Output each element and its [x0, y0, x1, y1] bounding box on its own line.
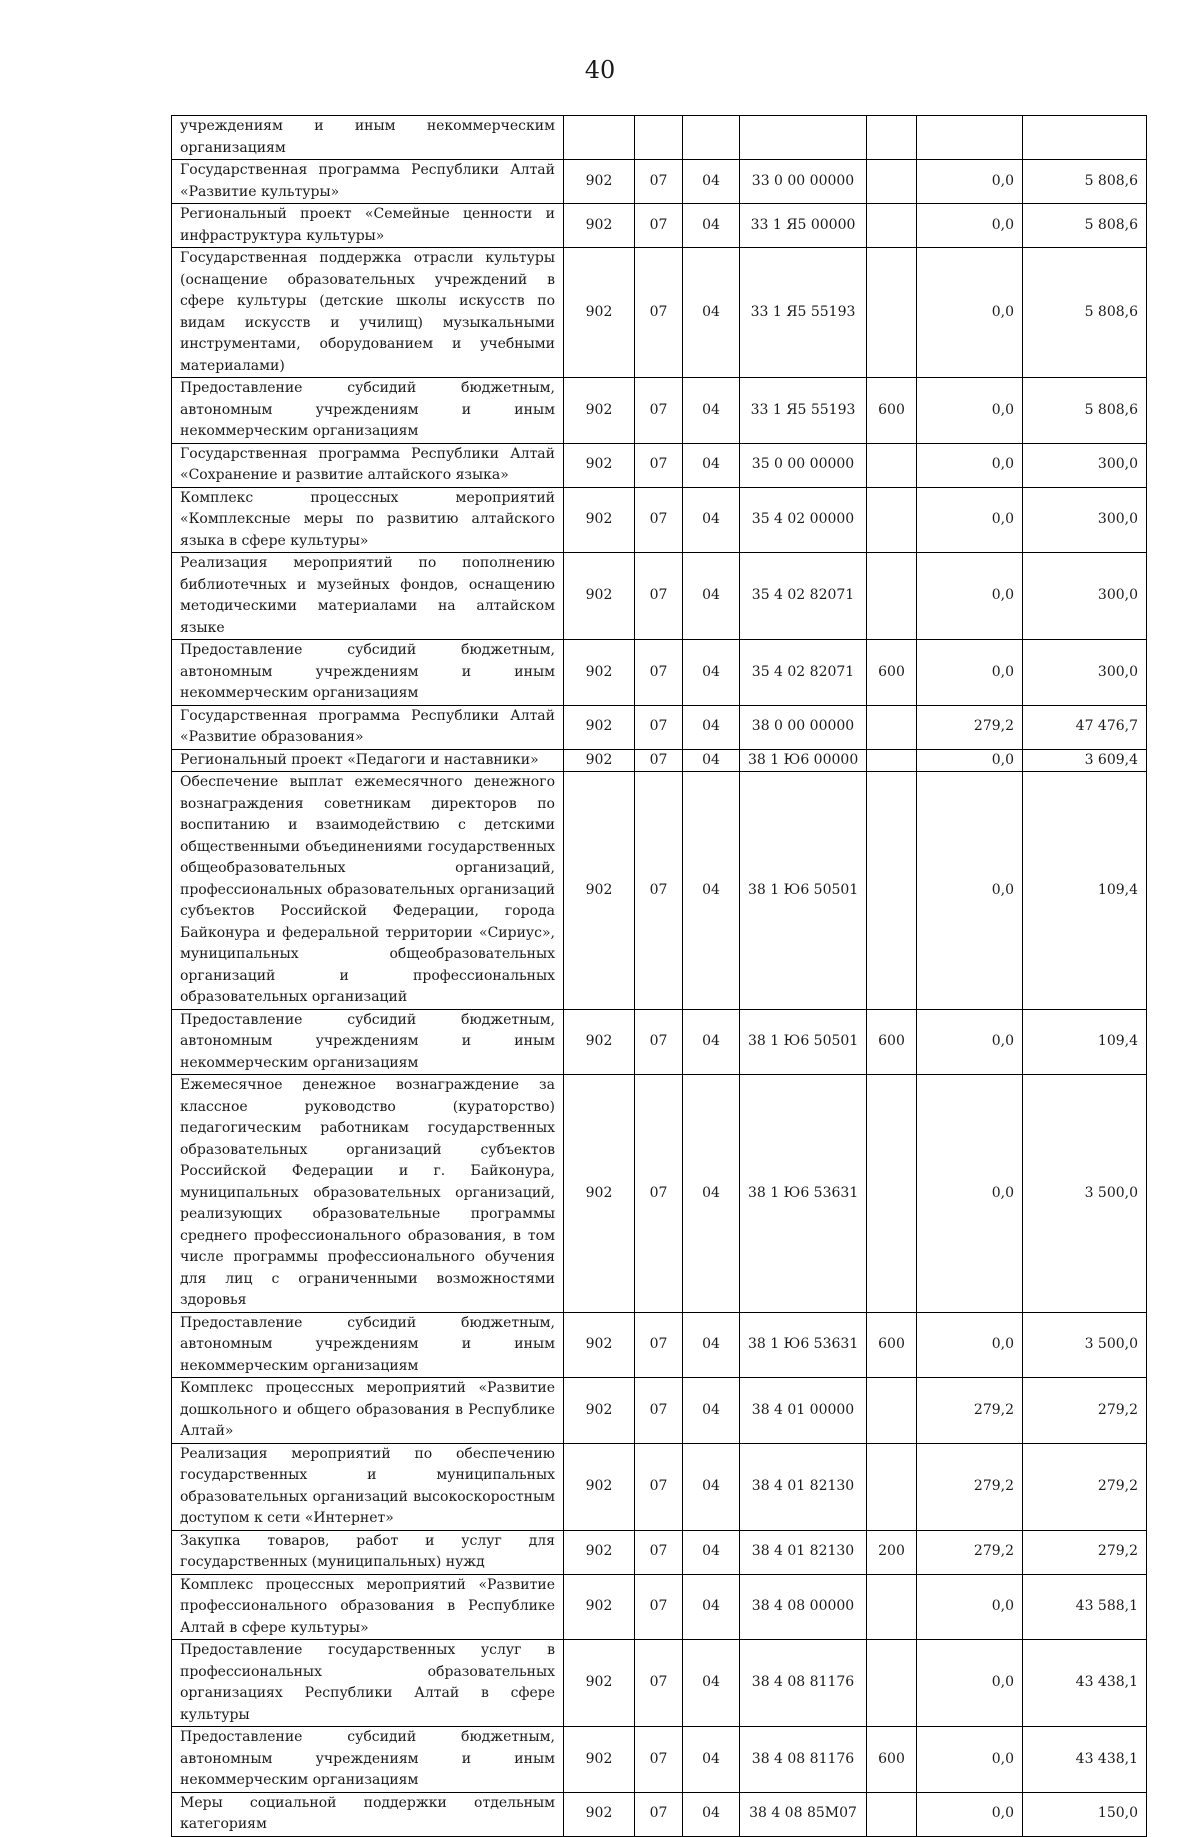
- subsection-code-cell: 04: [683, 248, 740, 378]
- table-row: [172, 1574, 1147, 1640]
- ved-code-cell: 902: [564, 378, 635, 444]
- expense-type-cell: [867, 749, 917, 772]
- expense-type-cell: [867, 553, 917, 640]
- ved-code-cell: 902: [564, 705, 635, 749]
- row-name-cell: Предоставление субсидий бюджетным, автономным учреждениям и иным некоммерческим организациям: [172, 1312, 564, 1378]
- row-name-cell: Обеспечение выплат ежемесячного денежного вознаграждения советникам директоров по воспитанию и взаимодействию с детскими общественными объединениями государственных общеобразовательных организаций, профессиональных образовательных организаций субъектов Российской Федерации, города Байконура и федеральной территории «Сириус», муниципальных общеобразовательных организаций и профессиональных образовательных организаций: [172, 772, 564, 1010]
- target-article-cell: 38 4 01 82130: [740, 1530, 867, 1574]
- ved-code-cell: 902: [564, 487, 635, 553]
- ved-code-cell: 902: [564, 1378, 635, 1444]
- table-body: [172, 116, 1147, 1837]
- amount-1-cell: 0,0: [917, 248, 1023, 378]
- section-code-cell: 07: [635, 1443, 683, 1530]
- expense-type-cell: [867, 705, 917, 749]
- table-row: [172, 1009, 1147, 1075]
- subsection-code-cell: 04: [683, 1792, 740, 1836]
- row-name-cell: Региональный проект «Педагоги и наставники»: [172, 749, 564, 772]
- amount-2-cell: [1023, 116, 1147, 160]
- expense-type-cell: [867, 116, 917, 160]
- expense-type-cell: 600: [867, 1312, 917, 1378]
- expense-type-cell: [867, 248, 917, 378]
- ved-code-cell: 902: [564, 1792, 635, 1836]
- expense-type-cell: [867, 772, 917, 1010]
- ved-code-cell: 902: [564, 1530, 635, 1574]
- section-code-cell: 07: [635, 640, 683, 706]
- amount-2-cell: 5 808,6: [1023, 204, 1147, 248]
- table-row: [172, 553, 1147, 640]
- amount-2-cell: 109,4: [1023, 772, 1147, 1010]
- section-code-cell: 07: [635, 1075, 683, 1313]
- expense-type-cell: [867, 1574, 917, 1640]
- target-article-cell: 35 4 02 00000: [740, 487, 867, 553]
- amount-2-cell: 279,2: [1023, 1530, 1147, 1574]
- target-article-cell: 38 4 08 81176: [740, 1727, 867, 1793]
- expense-type-cell: [867, 443, 917, 487]
- amount-2-cell: 109,4: [1023, 1009, 1147, 1075]
- table-row: [172, 1727, 1147, 1793]
- table-row: [172, 705, 1147, 749]
- target-article-cell: 33 0 00 00000: [740, 160, 867, 204]
- subsection-code-cell: 04: [683, 1009, 740, 1075]
- target-article-cell: 38 4 01 00000: [740, 1378, 867, 1444]
- amount-2-cell: 43 438,1: [1023, 1640, 1147, 1727]
- amount-1-cell: 0,0: [917, 443, 1023, 487]
- amount-2-cell: 5 808,6: [1023, 248, 1147, 378]
- expense-type-cell: [867, 1075, 917, 1313]
- expense-type-cell: [867, 204, 917, 248]
- row-name-cell: Государственная программа Республики Алтай «Развитие культуры»: [172, 160, 564, 204]
- expense-type-cell: 600: [867, 1009, 917, 1075]
- subsection-code-cell: 04: [683, 443, 740, 487]
- amount-2-cell: 43 438,1: [1023, 1727, 1147, 1793]
- target-article-cell: 38 1 Ю6 53631: [740, 1075, 867, 1313]
- expense-type-cell: [867, 1443, 917, 1530]
- ved-code-cell: 902: [564, 1443, 635, 1530]
- ved-code-cell: [564, 116, 635, 160]
- table-row: [172, 1443, 1147, 1530]
- ved-code-cell: 902: [564, 1075, 635, 1313]
- page-number: 40: [584, 56, 616, 84]
- amount-1-cell: 0,0: [917, 1640, 1023, 1727]
- table-row: [172, 204, 1147, 248]
- subsection-code-cell: 04: [683, 1640, 740, 1727]
- amount-1-cell: 0,0: [917, 160, 1023, 204]
- row-name-cell: Реализация мероприятий по обеспечению государственных и муниципальных образовательных организаций высокоскоростным доступом к сети «Интернет»: [172, 1443, 564, 1530]
- amount-1-cell: 0,0: [917, 378, 1023, 444]
- amount-1-cell: 0,0: [917, 1312, 1023, 1378]
- section-code-cell: 07: [635, 1312, 683, 1378]
- amount-1-cell: 0,0: [917, 640, 1023, 706]
- amount-1-cell: 0,0: [917, 1574, 1023, 1640]
- subsection-code-cell: 04: [683, 749, 740, 772]
- amount-1-cell: 279,2: [917, 1443, 1023, 1530]
- section-code-cell: 07: [635, 160, 683, 204]
- subsection-code-cell: 04: [683, 1443, 740, 1530]
- target-article-cell: 38 1 Ю6 00000: [740, 749, 867, 772]
- row-name-cell: Комплекс процессных мероприятий «Развитие дошкольного и общего образования в Республике Алтай»: [172, 1378, 564, 1444]
- section-code-cell: 07: [635, 1574, 683, 1640]
- amount-2-cell: 5 808,6: [1023, 378, 1147, 444]
- ved-code-cell: 902: [564, 553, 635, 640]
- amount-1-cell: 0,0: [917, 749, 1023, 772]
- subsection-code-cell: 04: [683, 204, 740, 248]
- section-code-cell: 07: [635, 204, 683, 248]
- subsection-code-cell: 04: [683, 1312, 740, 1378]
- subsection-code-cell: 04: [683, 1727, 740, 1793]
- target-article-cell: 33 1 Я5 00000: [740, 204, 867, 248]
- row-name-cell: Ежемесячное денежное вознаграждение за классное руководство (кураторство) педагогическим работникам государственных образовательных организаций субъектов Российской Федерации и г. Байконура, муниципальных образовательных организаций, реализующих образовательные программы среднего профессионального образования, в том числе программы профессионального обучения для лиц с ограниченными возможностями здоровья: [172, 1075, 564, 1313]
- amount-2-cell: 3 500,0: [1023, 1312, 1147, 1378]
- section-code-cell: 07: [635, 378, 683, 444]
- target-article-cell: 35 4 02 82071: [740, 640, 867, 706]
- subsection-code-cell: 04: [683, 705, 740, 749]
- target-article-cell: 38 4 01 82130: [740, 1443, 867, 1530]
- row-name-cell: Предоставление государственных услуг в профессиональных образовательных организациях Республики Алтай в сфере культуры: [172, 1640, 564, 1727]
- expense-type-cell: 200: [867, 1530, 917, 1574]
- subsection-code-cell: 04: [683, 1378, 740, 1444]
- ved-code-cell: 902: [564, 1727, 635, 1793]
- amount-2-cell: 300,0: [1023, 640, 1147, 706]
- row-name-cell: Предоставление субсидий бюджетным, автономным учреждениям и иным некоммерческим организациям: [172, 1009, 564, 1075]
- ved-code-cell: 902: [564, 1574, 635, 1640]
- target-article-cell: 38 4 08 00000: [740, 1574, 867, 1640]
- subsection-code-cell: 04: [683, 553, 740, 640]
- section-code-cell: [635, 116, 683, 160]
- subsection-code-cell: 04: [683, 378, 740, 444]
- table-row: [172, 487, 1147, 553]
- row-name-cell: Предоставление субсидий бюджетным, автономным учреждениям и иным некоммерческим организациям: [172, 378, 564, 444]
- row-name-cell: Закупка товаров, работ и услуг для государственных (муниципальных) нужд: [172, 1530, 564, 1574]
- amount-1-cell: 279,2: [917, 1530, 1023, 1574]
- target-article-cell: [740, 116, 867, 160]
- amount-2-cell: 300,0: [1023, 443, 1147, 487]
- section-code-cell: 07: [635, 1378, 683, 1444]
- section-code-cell: 07: [635, 1792, 683, 1836]
- section-code-cell: 07: [635, 487, 683, 553]
- section-code-cell: 07: [635, 1640, 683, 1727]
- subsection-code-cell: 04: [683, 487, 740, 553]
- amount-1-cell: 0,0: [917, 553, 1023, 640]
- target-article-cell: 38 4 08 81176: [740, 1640, 867, 1727]
- row-name-cell: Государственная программа Республики Алтай «Сохранение и развитие алтайского языка»: [172, 443, 564, 487]
- table-row: [172, 248, 1147, 378]
- section-code-cell: 07: [635, 772, 683, 1010]
- amount-2-cell: 279,2: [1023, 1378, 1147, 1444]
- table-row: [172, 378, 1147, 444]
- amount-2-cell: 3 500,0: [1023, 1075, 1147, 1313]
- target-article-cell: 33 1 Я5 55193: [740, 248, 867, 378]
- ved-code-cell: 902: [564, 640, 635, 706]
- section-code-cell: 07: [635, 248, 683, 378]
- subsection-code-cell: 04: [683, 772, 740, 1010]
- subsection-code-cell: 04: [683, 1574, 740, 1640]
- ved-code-cell: 902: [564, 1640, 635, 1727]
- ved-code-cell: 902: [564, 204, 635, 248]
- amount-1-cell: 0,0: [917, 487, 1023, 553]
- amount-2-cell: 150,0: [1023, 1792, 1147, 1836]
- row-name-cell: Региональный проект «Семейные ценности и инфраструктура культуры»: [172, 204, 564, 248]
- amount-2-cell: 279,2: [1023, 1443, 1147, 1530]
- amount-1-cell: [917, 116, 1023, 160]
- subsection-code-cell: 04: [683, 1530, 740, 1574]
- amount-2-cell: 300,0: [1023, 487, 1147, 553]
- amount-1-cell: 279,2: [917, 1378, 1023, 1444]
- row-name-cell: Меры социальной поддержки отдельным категориям: [172, 1792, 564, 1836]
- ved-code-cell: 902: [564, 443, 635, 487]
- section-code-cell: 07: [635, 553, 683, 640]
- table-row: [172, 640, 1147, 706]
- row-name-cell: Государственная поддержка отрасли культуры (оснащение образовательных учреждений в сфере культуры (детские школы искусств по видам искусств и училищ) музыкальными инструментами, оборудованием и учебными материалами): [172, 248, 564, 378]
- expense-type-cell: [867, 1378, 917, 1444]
- row-name-cell: учреждениям и иным некоммерческим организациям: [172, 116, 564, 160]
- table-row: [172, 160, 1147, 204]
- ved-code-cell: 902: [564, 248, 635, 378]
- expense-type-cell: [867, 1640, 917, 1727]
- target-article-cell: 35 0 00 00000: [740, 443, 867, 487]
- table-row: [172, 1530, 1147, 1574]
- target-article-cell: 35 4 02 82071: [740, 553, 867, 640]
- table-row: [172, 1792, 1147, 1836]
- amount-1-cell: 0,0: [917, 1009, 1023, 1075]
- subsection-code-cell: [683, 116, 740, 160]
- table-row: [172, 1075, 1147, 1313]
- amount-2-cell: 5 808,6: [1023, 160, 1147, 204]
- ved-code-cell: 902: [564, 160, 635, 204]
- amount-1-cell: 279,2: [917, 705, 1023, 749]
- amount-2-cell: 43 588,1: [1023, 1574, 1147, 1640]
- section-code-cell: 07: [635, 705, 683, 749]
- row-name-cell: Комплекс процессных мероприятий «Комплексные меры по развитию алтайского языка в сфере культуры»: [172, 487, 564, 553]
- target-article-cell: 38 1 Ю6 50501: [740, 1009, 867, 1075]
- row-name-cell: Комплекс процессных мероприятий «Развитие профессионального образования в Республике Алтай в сфере культуры»: [172, 1574, 564, 1640]
- table-row: [172, 772, 1147, 1010]
- expense-type-cell: 600: [867, 1727, 917, 1793]
- target-article-cell: 38 1 Ю6 50501: [740, 772, 867, 1010]
- amount-1-cell: 0,0: [917, 204, 1023, 248]
- subsection-code-cell: 04: [683, 160, 740, 204]
- section-code-cell: 07: [635, 1009, 683, 1075]
- section-code-cell: 07: [635, 749, 683, 772]
- row-name-cell: Предоставление субсидий бюджетным, автономным учреждениям и иным некоммерческим организациям: [172, 1727, 564, 1793]
- target-article-cell: 38 4 08 85М07: [740, 1792, 867, 1836]
- expense-type-cell: [867, 1792, 917, 1836]
- section-code-cell: 07: [635, 1727, 683, 1793]
- table-row: [172, 1640, 1147, 1727]
- ved-code-cell: 902: [564, 749, 635, 772]
- ved-code-cell: 902: [564, 1009, 635, 1075]
- table-row: [172, 116, 1147, 160]
- ved-code-cell: 902: [564, 1312, 635, 1378]
- expense-type-cell: [867, 487, 917, 553]
- subsection-code-cell: 04: [683, 1075, 740, 1313]
- ved-code-cell: 902: [564, 772, 635, 1010]
- expense-type-cell: 600: [867, 640, 917, 706]
- amount-1-cell: 0,0: [917, 1075, 1023, 1313]
- amount-2-cell: 47 476,7: [1023, 705, 1147, 749]
- amount-1-cell: 0,0: [917, 772, 1023, 1010]
- budget-table: [171, 115, 1147, 1837]
- target-article-cell: 38 1 Ю6 53631: [740, 1312, 867, 1378]
- row-name-cell: Реализация мероприятий по пополнению библиотечных и музейных фондов, оснащению методическими материалами на алтайском языке: [172, 553, 564, 640]
- amount-2-cell: 3 609,4: [1023, 749, 1147, 772]
- amount-2-cell: 300,0: [1023, 553, 1147, 640]
- table-row: [172, 443, 1147, 487]
- amount-1-cell: 0,0: [917, 1727, 1023, 1793]
- section-code-cell: 07: [635, 443, 683, 487]
- expense-type-cell: [867, 160, 917, 204]
- target-article-cell: 38 0 00 00000: [740, 705, 867, 749]
- table-row: [172, 749, 1147, 772]
- target-article-cell: 33 1 Я5 55193: [740, 378, 867, 444]
- expense-type-cell: 600: [867, 378, 917, 444]
- table-row: [172, 1378, 1147, 1444]
- table-row: [172, 1312, 1147, 1378]
- row-name-cell: Государственная программа Республики Алтай «Развитие образования»: [172, 705, 564, 749]
- row-name-cell: Предоставление субсидий бюджетным, автономным учреждениям и иным некоммерческим организациям: [172, 640, 564, 706]
- subsection-code-cell: 04: [683, 640, 740, 706]
- amount-1-cell: 0,0: [917, 1792, 1023, 1836]
- section-code-cell: 07: [635, 1530, 683, 1574]
